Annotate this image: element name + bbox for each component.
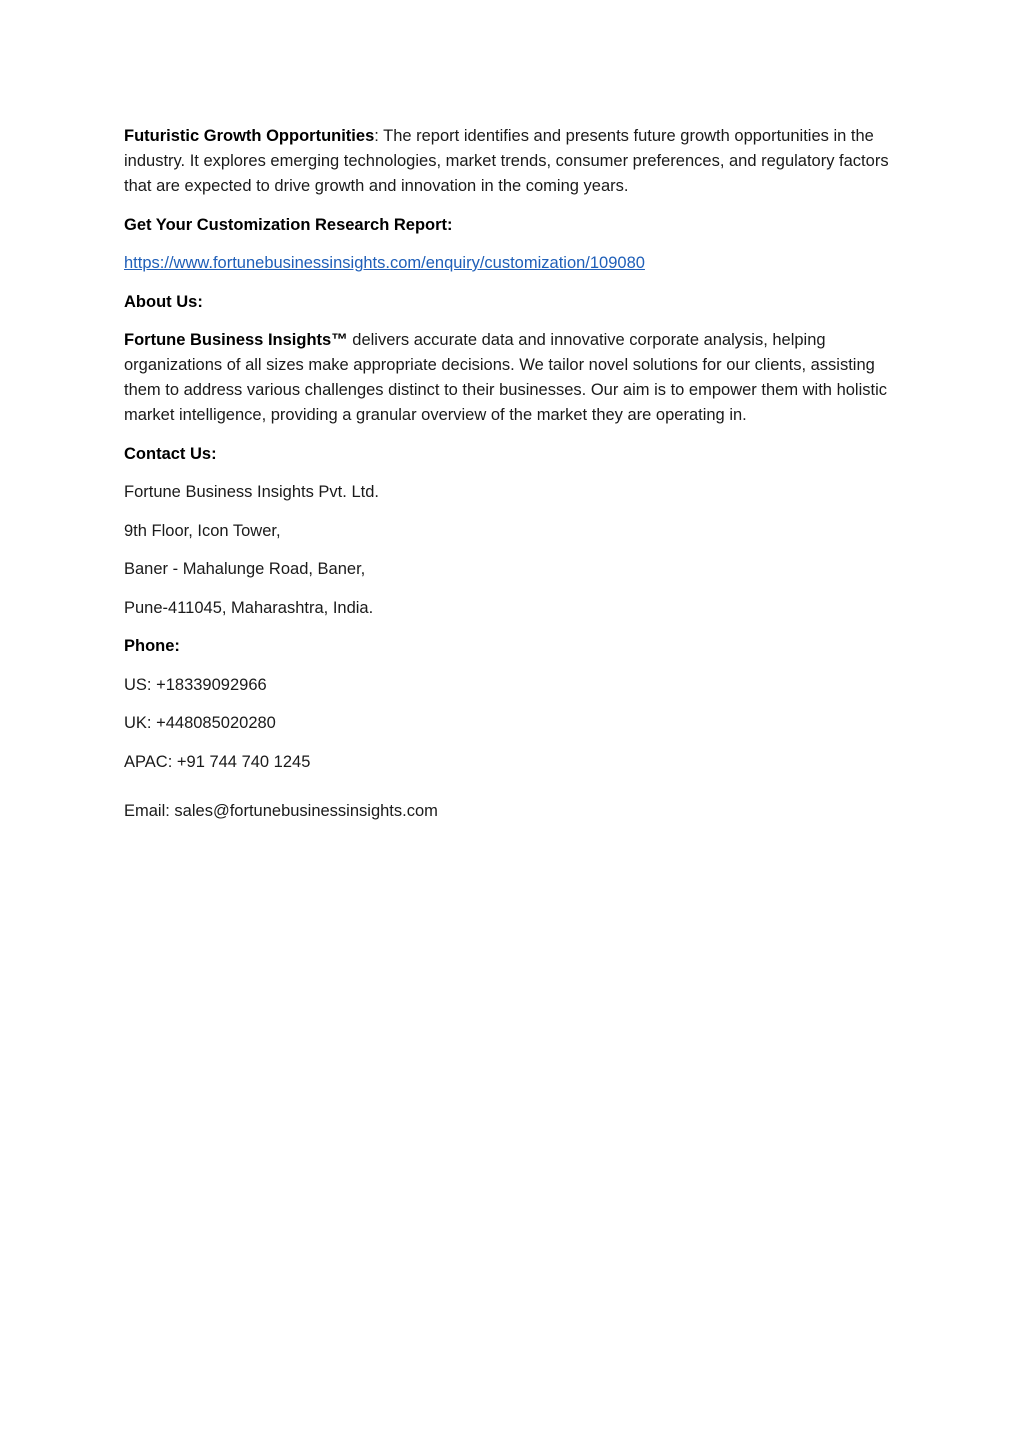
email-line: Email: sales@fortunebusinessinsights.com — [124, 801, 438, 820]
growth-text: : The report identifies and presents future growth opportunities in the industry. It explores emerging technologies, market trends, consumer preferences, and regulatory factors that are expected to drive growth and innovation in the coming years. — [124, 127, 889, 195]
growth-heading: Futuristic Growth Opportunities — [124, 127, 375, 145]
phone-us: US: +18339092966 — [124, 675, 267, 694]
phone-apac: APAC: +91 744 740 1245 — [124, 752, 311, 771]
document-page — [124, 124, 894, 837]
phone-heading: Phone: — [124, 637, 180, 655]
phone-uk: UK: +448085020280 — [124, 714, 276, 732]
contact-heading: Contact Us: — [124, 444, 217, 463]
contact-city-line: Pune-411045, Maharashtra, India. — [124, 598, 374, 617]
about-paragraph — [124, 328, 894, 428]
customization-heading: Get Your Customization Research Report: — [124, 215, 453, 234]
about-company-name: Fortune Business Insights™ — [124, 331, 348, 349]
customization-link[interactable]: https://www.fortunebusinessinsights.com/enquiry/customization/109080 — [124, 254, 645, 272]
about-heading: About Us: — [124, 292, 203, 311]
contact-road-line: Baner - Mahalunge Road, Baner, — [124, 560, 366, 578]
about-text: delivers accurate data and innovative corporate analysis, helping organizations of all sizes make appropriate decisions. We tailor novel solutions for our clients, assisting them to address various challenges distinct to their businesses. Our aim is to empower them with holistic market intelligence, providing a granular overview of the market they are operating in. — [124, 331, 888, 424]
contact-company-line: Fortune Business Insights Pvt. Ltd. — [124, 483, 379, 501]
customization-link-paragraph — [124, 251, 894, 276]
contact-floor-line: 9th Floor, Icon Tower, — [124, 521, 281, 540]
growth-paragraph — [124, 124, 894, 199]
